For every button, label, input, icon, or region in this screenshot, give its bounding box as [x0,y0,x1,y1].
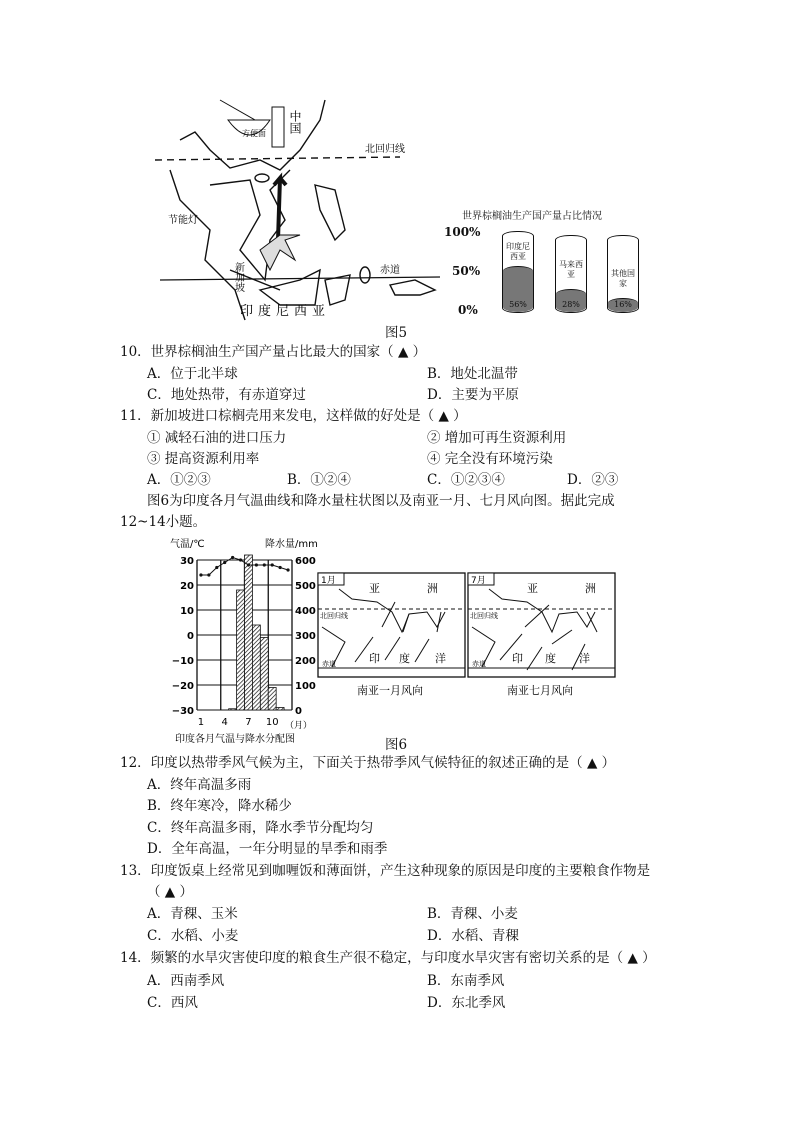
q14-stem: 14．频繁的水旱灾害使印度的粮食生产很不稳定，与印度水旱灾害有密切关系的是（ ▲ ） [120,950,656,966]
x-tick: 4 [221,717,228,728]
temperature-point [279,566,282,569]
cylinder-2 [555,235,587,313]
temperature-point [231,556,234,559]
right-tick: 600 [295,556,316,567]
map-title: 南亚一月风向 [357,684,423,697]
left-axis-label: 气温/℃ [170,539,205,550]
left-tick: −10 [171,656,194,667]
temperature-point [239,558,242,561]
precip-bar [260,638,268,711]
figure6-caption: 图6 [385,737,408,753]
axis-tick: 100% [444,225,481,239]
left-tick: 10 [180,606,194,617]
label-ocean-1: 印 [369,652,380,665]
q13-option-b[interactable]: B．青稞、小麦 [427,906,518,922]
q14-option-d[interactable]: D．东北季风 [427,995,506,1011]
label-ocean-3: 洋 [435,652,446,665]
right-tick: 400 [295,606,316,617]
india-climate-chart [165,533,325,747]
map-label-equator: 赤道 [380,265,400,276]
map-label-tropic: 北回归线 [365,144,405,155]
left-tick: 30 [180,556,194,567]
q13-option-a[interactable]: A．青稞、玉米 [147,906,238,922]
axis-tick: 0% [458,303,478,317]
left-tick: 20 [180,581,194,592]
q10-option-c[interactable]: C．地处热带，有赤道穿过 [147,387,306,403]
cylinder-value: 16% [614,300,632,309]
q13-stem-2: （ ▲ ） [147,884,193,900]
right-tick: 300 [295,631,316,642]
q13-stem: 13．印度饭桌上经常见到咖喱饭和薄面饼，产生这种现象的原因是印度的主要粮食作物是 [120,863,651,879]
x-tick: 1 [197,717,205,728]
q14-option-c[interactable]: C．西风 [147,995,198,1011]
label-asia-1: 亚 [527,582,538,595]
cylinder-label: 马来西亚 [559,259,583,279]
axis-tick: 50% [452,264,481,278]
climate-chart-title: 印度各月气温与降水分配图 [175,734,295,745]
q11-option-d[interactable]: D．②③ [567,472,619,488]
temperature-point [223,561,226,564]
q12-option-a[interactable]: A．终年高温多雨 [147,777,252,793]
q11-item-1: ① 减轻石油的进口压力 [147,430,287,446]
temperature-point [271,563,274,566]
label-ocean-1: 印 [512,652,523,665]
q12-option-c[interactable]: C．终年高温多雨，降水季节分配均匀 [147,820,374,836]
intro-line-2: 12~14小题。 [120,514,207,530]
right-tick: 100 [295,681,316,692]
x-tick: 10 [265,717,279,728]
q11-item-4: ④ 完全没有环境污染 [427,451,553,467]
left-tick: 0 [187,631,194,642]
map-label-lamp: 节能灯 [168,215,198,226]
label-ocean-2: 度 [399,652,410,665]
q12-option-d[interactable]: D．全年高温，一年分明显的旱季和雨季 [147,841,388,857]
temperature-point [286,568,289,571]
left-tick: −20 [171,681,194,692]
left-tick: −30 [171,706,194,717]
palm-oil-chart [440,205,665,325]
map-label-china: 中国 [288,110,302,134]
q14-option-b[interactable]: B．东南季风 [427,973,505,989]
q10-option-d[interactable]: D．主要为平原 [427,387,519,403]
precip-bar [245,555,253,710]
wind-map-july [467,572,617,702]
precip-bar [268,688,276,711]
q13-option-d[interactable]: D．水稻、青稞 [427,928,519,944]
noodle-bowl-icon [220,100,284,147]
x-unit: （月） [285,721,313,731]
intro-line-1: 图6为印度各月气温曲线和降水量柱状图以及南亚一月、七月风向图。据此完成 [147,493,615,509]
q11-option-b[interactable]: B．①②④ [287,472,351,488]
q13-option-c[interactable]: C．水稻、小麦 [147,928,239,944]
right-tick: 0 [295,706,302,717]
right-tick: 500 [295,581,316,592]
label-tropic: 北回归线 [320,612,348,620]
map-tag: 7月 [471,576,486,586]
label-equator: 赤道 [472,660,486,668]
map-label-indonesia: 印度尼西亚 [240,304,331,319]
temperature-point [247,563,250,566]
q11-option-c[interactable]: C．①②③④ [427,472,505,488]
q14-option-a[interactable]: A．西南季风 [147,973,225,989]
label-asia-1: 亚 [369,582,380,595]
q11-option-a[interactable]: A．①②③ [147,472,211,488]
label-asia-2: 洲 [585,582,596,595]
map-label-singapore: 新加坡 [232,262,244,292]
label-ocean-3: 洋 [579,652,590,665]
label-equator: 赤道 [322,660,336,668]
q11-stem: 11．新加坡进口棕榈壳用来发电，这样做的好处是（ ▲ ） [120,408,467,424]
temperature-point [207,573,210,576]
temperature-point [255,563,258,566]
map-tag: 1月 [321,576,336,586]
wind-map-january [317,572,467,702]
chart-title: 世界棕榈油生产国产量占比情况 [462,211,602,222]
palm-tree-icon [260,235,300,270]
southeast-asia-map [150,90,450,325]
cylinder-value: 56% [509,300,527,309]
q12-stem: 12．印度以热带季风气候为主，下面关于热带季风气候特征的叙述正确的是（ ▲ ） [120,755,616,771]
tropic-line [155,157,400,160]
map-title: 南亚七月风向 [507,684,573,697]
q10-stem: 10．世界棕榈油生产国产量占比最大的国家（ ▲ ） [120,344,427,360]
precip-bar [276,708,284,711]
temperature-point [199,573,202,576]
precip-bar [229,709,237,710]
temperature-point [263,563,266,566]
x-tick: 7 [245,717,252,728]
cylinder-1 [502,231,534,313]
q10-option-b[interactable]: B．地处北温带 [427,366,518,382]
q10-option-a[interactable]: A．位于北半球 [147,366,238,382]
q11-item-3: ③ 提高资源利用率 [147,451,260,467]
cylinder-3 [607,235,639,313]
label-ocean-2: 度 [545,652,556,665]
temperature-point [215,566,218,569]
q12-option-b[interactable]: B．终年寒冷，降水稀少 [147,798,292,814]
label-tropic: 北回归线 [470,612,498,620]
q11-item-2: ② 增加可再生资源利用 [427,430,567,446]
arrow-icon [274,178,286,240]
right-tick: 200 [295,656,316,667]
precip-bar [237,590,245,710]
cylinder-label: 印度尼西亚 [506,242,530,261]
label-asia-2: 洲 [427,582,438,595]
figure5-caption: 图5 [385,325,408,341]
precip-bar [252,625,260,710]
map-label-noodles: 方便面 [242,129,266,138]
cylinder-value: 28% [562,300,580,309]
cylinder-label: 其他国家 [611,269,635,289]
right-axis-label: 降水量/mm [265,539,318,550]
